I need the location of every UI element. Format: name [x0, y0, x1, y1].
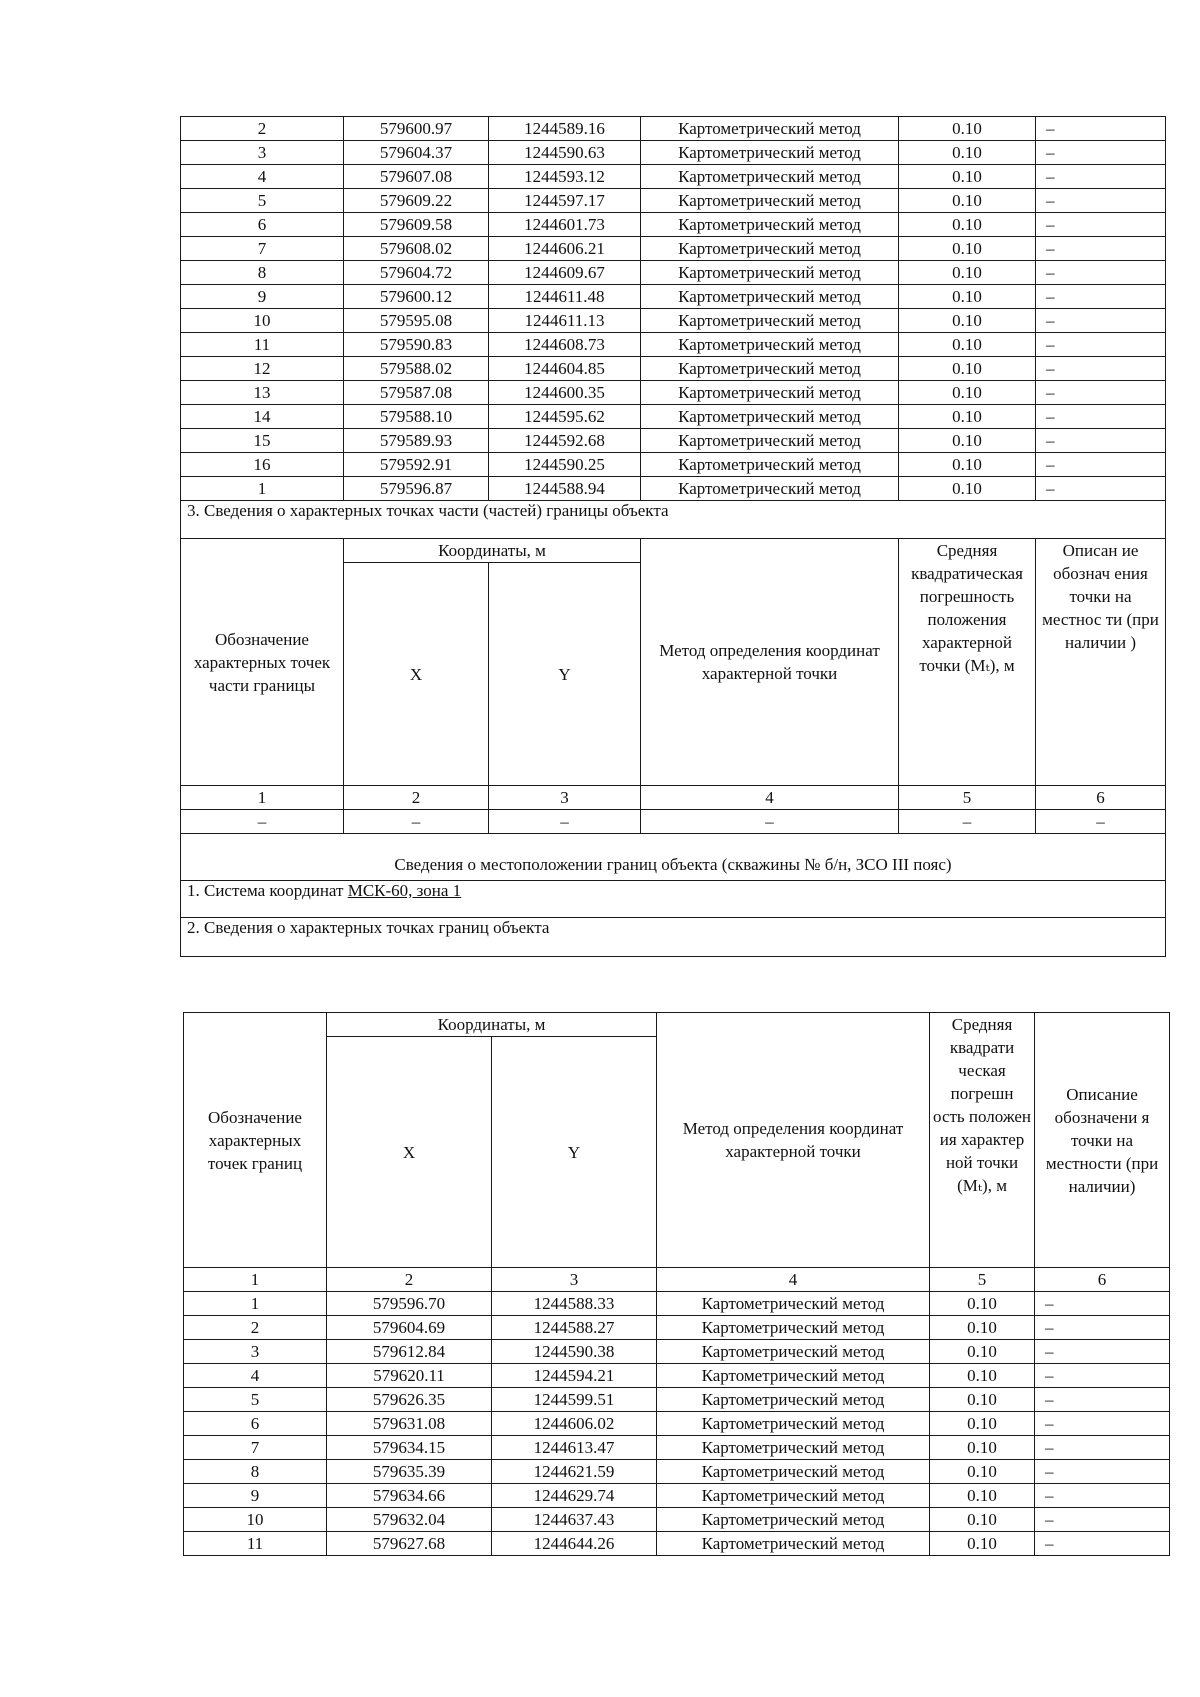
- table-row: [181, 237, 1166, 261]
- header-mean-error: Средняя квадратическая погрешность положения характерной точки (Mₜ), м: [899, 539, 1036, 786]
- table-row: [181, 333, 1166, 357]
- method: Картометрический метод: [657, 1436, 930, 1460]
- empty-cell: –: [489, 810, 641, 834]
- point-number: 5: [181, 189, 344, 213]
- table-row: [181, 285, 1166, 309]
- coord-x: 579634.66: [327, 1484, 492, 1508]
- coord-system-value: МСК-60, зона 1: [347, 881, 462, 900]
- coord-y: 1244600.35: [489, 381, 641, 405]
- method: Картометрический метод: [641, 213, 899, 237]
- coord-x: 579626.35: [327, 1388, 492, 1412]
- table-row: [184, 1508, 1170, 1532]
- empty-cell: –: [1036, 810, 1166, 834]
- point-number: 4: [184, 1364, 327, 1388]
- header-coordinates: Координаты, м: [344, 539, 641, 563]
- mean-error: 0.10: [899, 429, 1036, 453]
- table-row: [181, 357, 1166, 381]
- table-row: [181, 117, 1166, 141]
- method: Картометрический метод: [641, 333, 899, 357]
- column-number: 5: [930, 1268, 1035, 1292]
- coord-y: 1244621.59: [492, 1460, 657, 1484]
- coord-x: 579634.15: [327, 1436, 492, 1460]
- description: –: [1036, 285, 1166, 309]
- table-row: [184, 1316, 1170, 1340]
- description: –: [1036, 453, 1166, 477]
- method: Картометрический метод: [641, 237, 899, 261]
- header2-y: Y: [492, 1037, 657, 1268]
- table-row: [184, 1364, 1170, 1388]
- coord-y: 1244590.38: [492, 1340, 657, 1364]
- table-row: [181, 213, 1166, 237]
- coord-x: 579595.08: [344, 309, 489, 333]
- point-number: 15: [181, 429, 344, 453]
- column-number: 6: [1036, 786, 1166, 810]
- mean-error: 0.10: [930, 1436, 1035, 1460]
- description: –: [1036, 141, 1166, 165]
- description: –: [1035, 1508, 1170, 1532]
- table-row: [181, 429, 1166, 453]
- header2-point-designation: Обозначение характерных точек границ: [184, 1013, 327, 1268]
- point-number: 13: [181, 381, 344, 405]
- coord-x: 579632.04: [327, 1508, 492, 1532]
- coord-y: 1244606.02: [492, 1412, 657, 1436]
- mean-error: 0.10: [899, 237, 1036, 261]
- table-row: [181, 141, 1166, 165]
- coord-x: 579590.83: [344, 333, 489, 357]
- table-row: [184, 1532, 1170, 1556]
- description: –: [1035, 1340, 1170, 1364]
- mean-error: 0.10: [899, 117, 1036, 141]
- method: Картометрический метод: [641, 117, 899, 141]
- description: –: [1036, 261, 1166, 285]
- point-number: 7: [181, 237, 344, 261]
- coord-x: 579588.02: [344, 357, 489, 381]
- header-description: Описан ие обознач ения точки на местнос ти (при наличии ): [1036, 539, 1166, 786]
- column-number: 5: [899, 786, 1036, 810]
- method: Картометрический метод: [641, 285, 899, 309]
- point-number: 9: [181, 285, 344, 309]
- section-2-title: 2. Сведения о характерных точках границ объекта: [181, 918, 1166, 957]
- description: –: [1036, 333, 1166, 357]
- table-row: [181, 453, 1166, 477]
- method: Картометрический метод: [641, 141, 899, 165]
- method: Картометрический метод: [657, 1388, 930, 1412]
- point-number: 2: [184, 1316, 327, 1340]
- coord-y: 1244613.47: [492, 1436, 657, 1460]
- coord-y: 1244637.43: [492, 1508, 657, 1532]
- point-number: 1: [181, 477, 344, 501]
- description: –: [1035, 1412, 1170, 1436]
- column-number: 1: [184, 1268, 327, 1292]
- column-numbers-row: [181, 786, 1166, 810]
- method: Картометрический метод: [641, 477, 899, 501]
- mean-error: 0.10: [899, 405, 1036, 429]
- point-number: 10: [184, 1508, 327, 1532]
- method: Картометрический метод: [641, 189, 899, 213]
- point-number: 7: [184, 1436, 327, 1460]
- coord-x: 579600.12: [344, 285, 489, 309]
- description: –: [1035, 1460, 1170, 1484]
- method: Картометрический метод: [641, 357, 899, 381]
- coord-y: 1244588.33: [492, 1292, 657, 1316]
- description: –: [1036, 117, 1166, 141]
- description: –: [1035, 1364, 1170, 1388]
- mean-error: 0.10: [899, 381, 1036, 405]
- table-row: [184, 1292, 1170, 1316]
- object-title-row: [181, 850, 1166, 881]
- coord-x: 579607.08: [344, 165, 489, 189]
- point-number: 6: [181, 213, 344, 237]
- table-row: [181, 381, 1166, 405]
- column-number: 3: [489, 786, 641, 810]
- table-row: [184, 1340, 1170, 1364]
- spacer-row: [181, 834, 1166, 851]
- coord-x: 579604.69: [327, 1316, 492, 1340]
- method: Картометрический метод: [657, 1412, 930, 1436]
- method: Картометрический метод: [641, 429, 899, 453]
- coord-x: 579608.02: [344, 237, 489, 261]
- coord-x: 579635.39: [327, 1460, 492, 1484]
- mean-error: 0.10: [930, 1484, 1035, 1508]
- coord-y: 1244593.12: [489, 165, 641, 189]
- coord-x: 579604.37: [344, 141, 489, 165]
- section-3-title: 3. Сведения о характерных точках части (частей) границы объекта: [181, 501, 1166, 539]
- header-point-designation: Обозначение характерных точек части границы: [181, 539, 344, 786]
- points-table-part-1: [180, 116, 1166, 957]
- point-number: 3: [181, 141, 344, 165]
- method: Картометрический метод: [641, 261, 899, 285]
- column-numbers-row-2: [184, 1268, 1170, 1292]
- coord-x: 579592.91: [344, 453, 489, 477]
- coord-x: 579612.84: [327, 1340, 492, 1364]
- coord-y: 1244597.17: [489, 189, 641, 213]
- mean-error: 0.10: [899, 357, 1036, 381]
- point-number: 5: [184, 1388, 327, 1412]
- mean-error: 0.10: [930, 1340, 1035, 1364]
- empty-cell: –: [899, 810, 1036, 834]
- empty-cell: –: [641, 810, 899, 834]
- table-row: [181, 165, 1166, 189]
- method: Картометрический метод: [657, 1532, 930, 1556]
- method: Картометрический метод: [641, 165, 899, 189]
- coord-x: 579587.08: [344, 381, 489, 405]
- description: –: [1035, 1532, 1170, 1556]
- coord-system-label: 1. Система координат: [187, 881, 344, 900]
- header-y: Y: [489, 563, 641, 786]
- coord-system: [181, 881, 1166, 918]
- table-row: [181, 477, 1166, 501]
- description: –: [1036, 165, 1166, 189]
- description: –: [1036, 213, 1166, 237]
- mean-error: 0.10: [899, 141, 1036, 165]
- mean-error: 0.10: [899, 477, 1036, 501]
- point-number: 8: [184, 1460, 327, 1484]
- mean-error: 0.10: [899, 165, 1036, 189]
- coord-y: 1244644.26: [492, 1532, 657, 1556]
- point-number: 10: [181, 309, 344, 333]
- header2-x: X: [327, 1037, 492, 1268]
- point-number: 4: [181, 165, 344, 189]
- table-row: [181, 405, 1166, 429]
- table-row: [181, 309, 1166, 333]
- description: –: [1036, 477, 1166, 501]
- point-number: 11: [184, 1532, 327, 1556]
- method: Картометрический метод: [657, 1460, 930, 1484]
- description: –: [1036, 429, 1166, 453]
- coord-x: 579588.10: [344, 405, 489, 429]
- point-number: 2: [181, 117, 344, 141]
- mean-error: 0.10: [930, 1508, 1035, 1532]
- description: –: [1035, 1316, 1170, 1340]
- section-3-title-row: [181, 501, 1166, 539]
- header-method: Метод определения координат характерной точки: [641, 539, 899, 786]
- table-row: [184, 1484, 1170, 1508]
- description: –: [1036, 357, 1166, 381]
- column-number: 4: [641, 786, 899, 810]
- coord-x: 579631.08: [327, 1412, 492, 1436]
- method: Картометрический метод: [641, 309, 899, 333]
- method: Картометрический метод: [657, 1316, 930, 1340]
- coord-system-row: [181, 881, 1166, 918]
- coord-y: 1244604.85: [489, 357, 641, 381]
- coord-x: 579627.68: [327, 1532, 492, 1556]
- coord-x: 579604.72: [344, 261, 489, 285]
- description: –: [1035, 1388, 1170, 1412]
- header2-description: Описание обозначени я точки на местности (при наличии): [1035, 1013, 1170, 1268]
- coord-x: 579600.97: [344, 117, 489, 141]
- description: –: [1036, 405, 1166, 429]
- empty-cell: –: [181, 810, 344, 834]
- mean-error: 0.10: [930, 1412, 1035, 1436]
- column-number: 2: [327, 1268, 492, 1292]
- table-row: [184, 1436, 1170, 1460]
- coord-x: 579609.22: [344, 189, 489, 213]
- mean-error: 0.10: [930, 1388, 1035, 1412]
- mean-error: 0.10: [899, 453, 1036, 477]
- method: Картометрический метод: [641, 381, 899, 405]
- empty-cell: –: [344, 810, 489, 834]
- coord-x: 579620.11: [327, 1364, 492, 1388]
- coord-x: 579596.87: [344, 477, 489, 501]
- coord-y: 1244594.21: [492, 1364, 657, 1388]
- points-table-part-2: [183, 1012, 1170, 1556]
- table-row: [181, 189, 1166, 213]
- point-number: 8: [181, 261, 344, 285]
- coord-y: 1244589.16: [489, 117, 641, 141]
- column-number: 4: [657, 1268, 930, 1292]
- mean-error: 0.10: [899, 285, 1036, 309]
- mean-error: 0.10: [899, 189, 1036, 213]
- mean-error: 0.10: [930, 1292, 1035, 1316]
- method: Картометрический метод: [641, 405, 899, 429]
- point-number: 11: [181, 333, 344, 357]
- column-number: 3: [492, 1268, 657, 1292]
- coord-y: 1244609.67: [489, 261, 641, 285]
- description: –: [1035, 1484, 1170, 1508]
- coord-y: 1244606.21: [489, 237, 641, 261]
- coord-y: 1244595.62: [489, 405, 641, 429]
- table-row: [184, 1412, 1170, 1436]
- description: –: [1035, 1436, 1170, 1460]
- column-number: 6: [1035, 1268, 1170, 1292]
- point-number: 9: [184, 1484, 327, 1508]
- coord-y: 1244599.51: [492, 1388, 657, 1412]
- mean-error: 0.10: [930, 1364, 1035, 1388]
- coord-y: 1244629.74: [492, 1484, 657, 1508]
- header-x: X: [344, 563, 489, 786]
- coord-x: 579596.70: [327, 1292, 492, 1316]
- method: Картометрический метод: [657, 1484, 930, 1508]
- coord-x: 579609.58: [344, 213, 489, 237]
- point-number: 3: [184, 1340, 327, 1364]
- coord-y: 1244588.27: [492, 1316, 657, 1340]
- header2-coordinates: Координаты, м: [327, 1013, 657, 1037]
- description: –: [1035, 1292, 1170, 1316]
- coord-y: 1244608.73: [489, 333, 641, 357]
- mean-error: 0.10: [899, 309, 1036, 333]
- description: –: [1036, 189, 1166, 213]
- mean-error: 0.10: [899, 333, 1036, 357]
- point-number: 12: [181, 357, 344, 381]
- point-number: 14: [181, 405, 344, 429]
- coord-y: 1244592.68: [489, 429, 641, 453]
- point-number: 6: [184, 1412, 327, 1436]
- coord-y: 1244590.63: [489, 141, 641, 165]
- method: Картометрический метод: [657, 1292, 930, 1316]
- method: Картометрический метод: [657, 1508, 930, 1532]
- mean-error: 0.10: [899, 261, 1036, 285]
- point-number: 1: [184, 1292, 327, 1316]
- mean-error: 0.10: [930, 1316, 1035, 1340]
- object-boundaries-title: Сведения о местоположении границ объекта (скважины № б/н, ЗСО III пояс): [181, 850, 1166, 881]
- column-number: 2: [344, 786, 489, 810]
- coord-y: 1244611.48: [489, 285, 641, 309]
- mean-error: 0.10: [930, 1532, 1035, 1556]
- description: –: [1036, 237, 1166, 261]
- coord-y: 1244590.25: [489, 453, 641, 477]
- table-row: [181, 261, 1166, 285]
- table-row: [184, 1388, 1170, 1412]
- mean-error: 0.10: [899, 213, 1036, 237]
- description: –: [1036, 381, 1166, 405]
- mean-error: 0.10: [930, 1460, 1035, 1484]
- table-row: [184, 1460, 1170, 1484]
- column-number: 1: [181, 786, 344, 810]
- description: –: [1036, 309, 1166, 333]
- coord-y: 1244611.13: [489, 309, 641, 333]
- coord-y: 1244588.94: [489, 477, 641, 501]
- method: Картометрический метод: [657, 1340, 930, 1364]
- header2-mean-error: Средняя квадрати ческая погрешн ость положен ия характер ной точки (Mₜ), м: [930, 1013, 1035, 1268]
- method: Картометрический метод: [641, 453, 899, 477]
- coord-y: 1244601.73: [489, 213, 641, 237]
- method: Картометрический метод: [657, 1364, 930, 1388]
- empty-row: [181, 810, 1166, 834]
- point-number: 16: [181, 453, 344, 477]
- header2-method: Метод определения координат характерной точки: [657, 1013, 930, 1268]
- coord-x: 579589.93: [344, 429, 489, 453]
- section-2-title-row: [181, 918, 1166, 957]
